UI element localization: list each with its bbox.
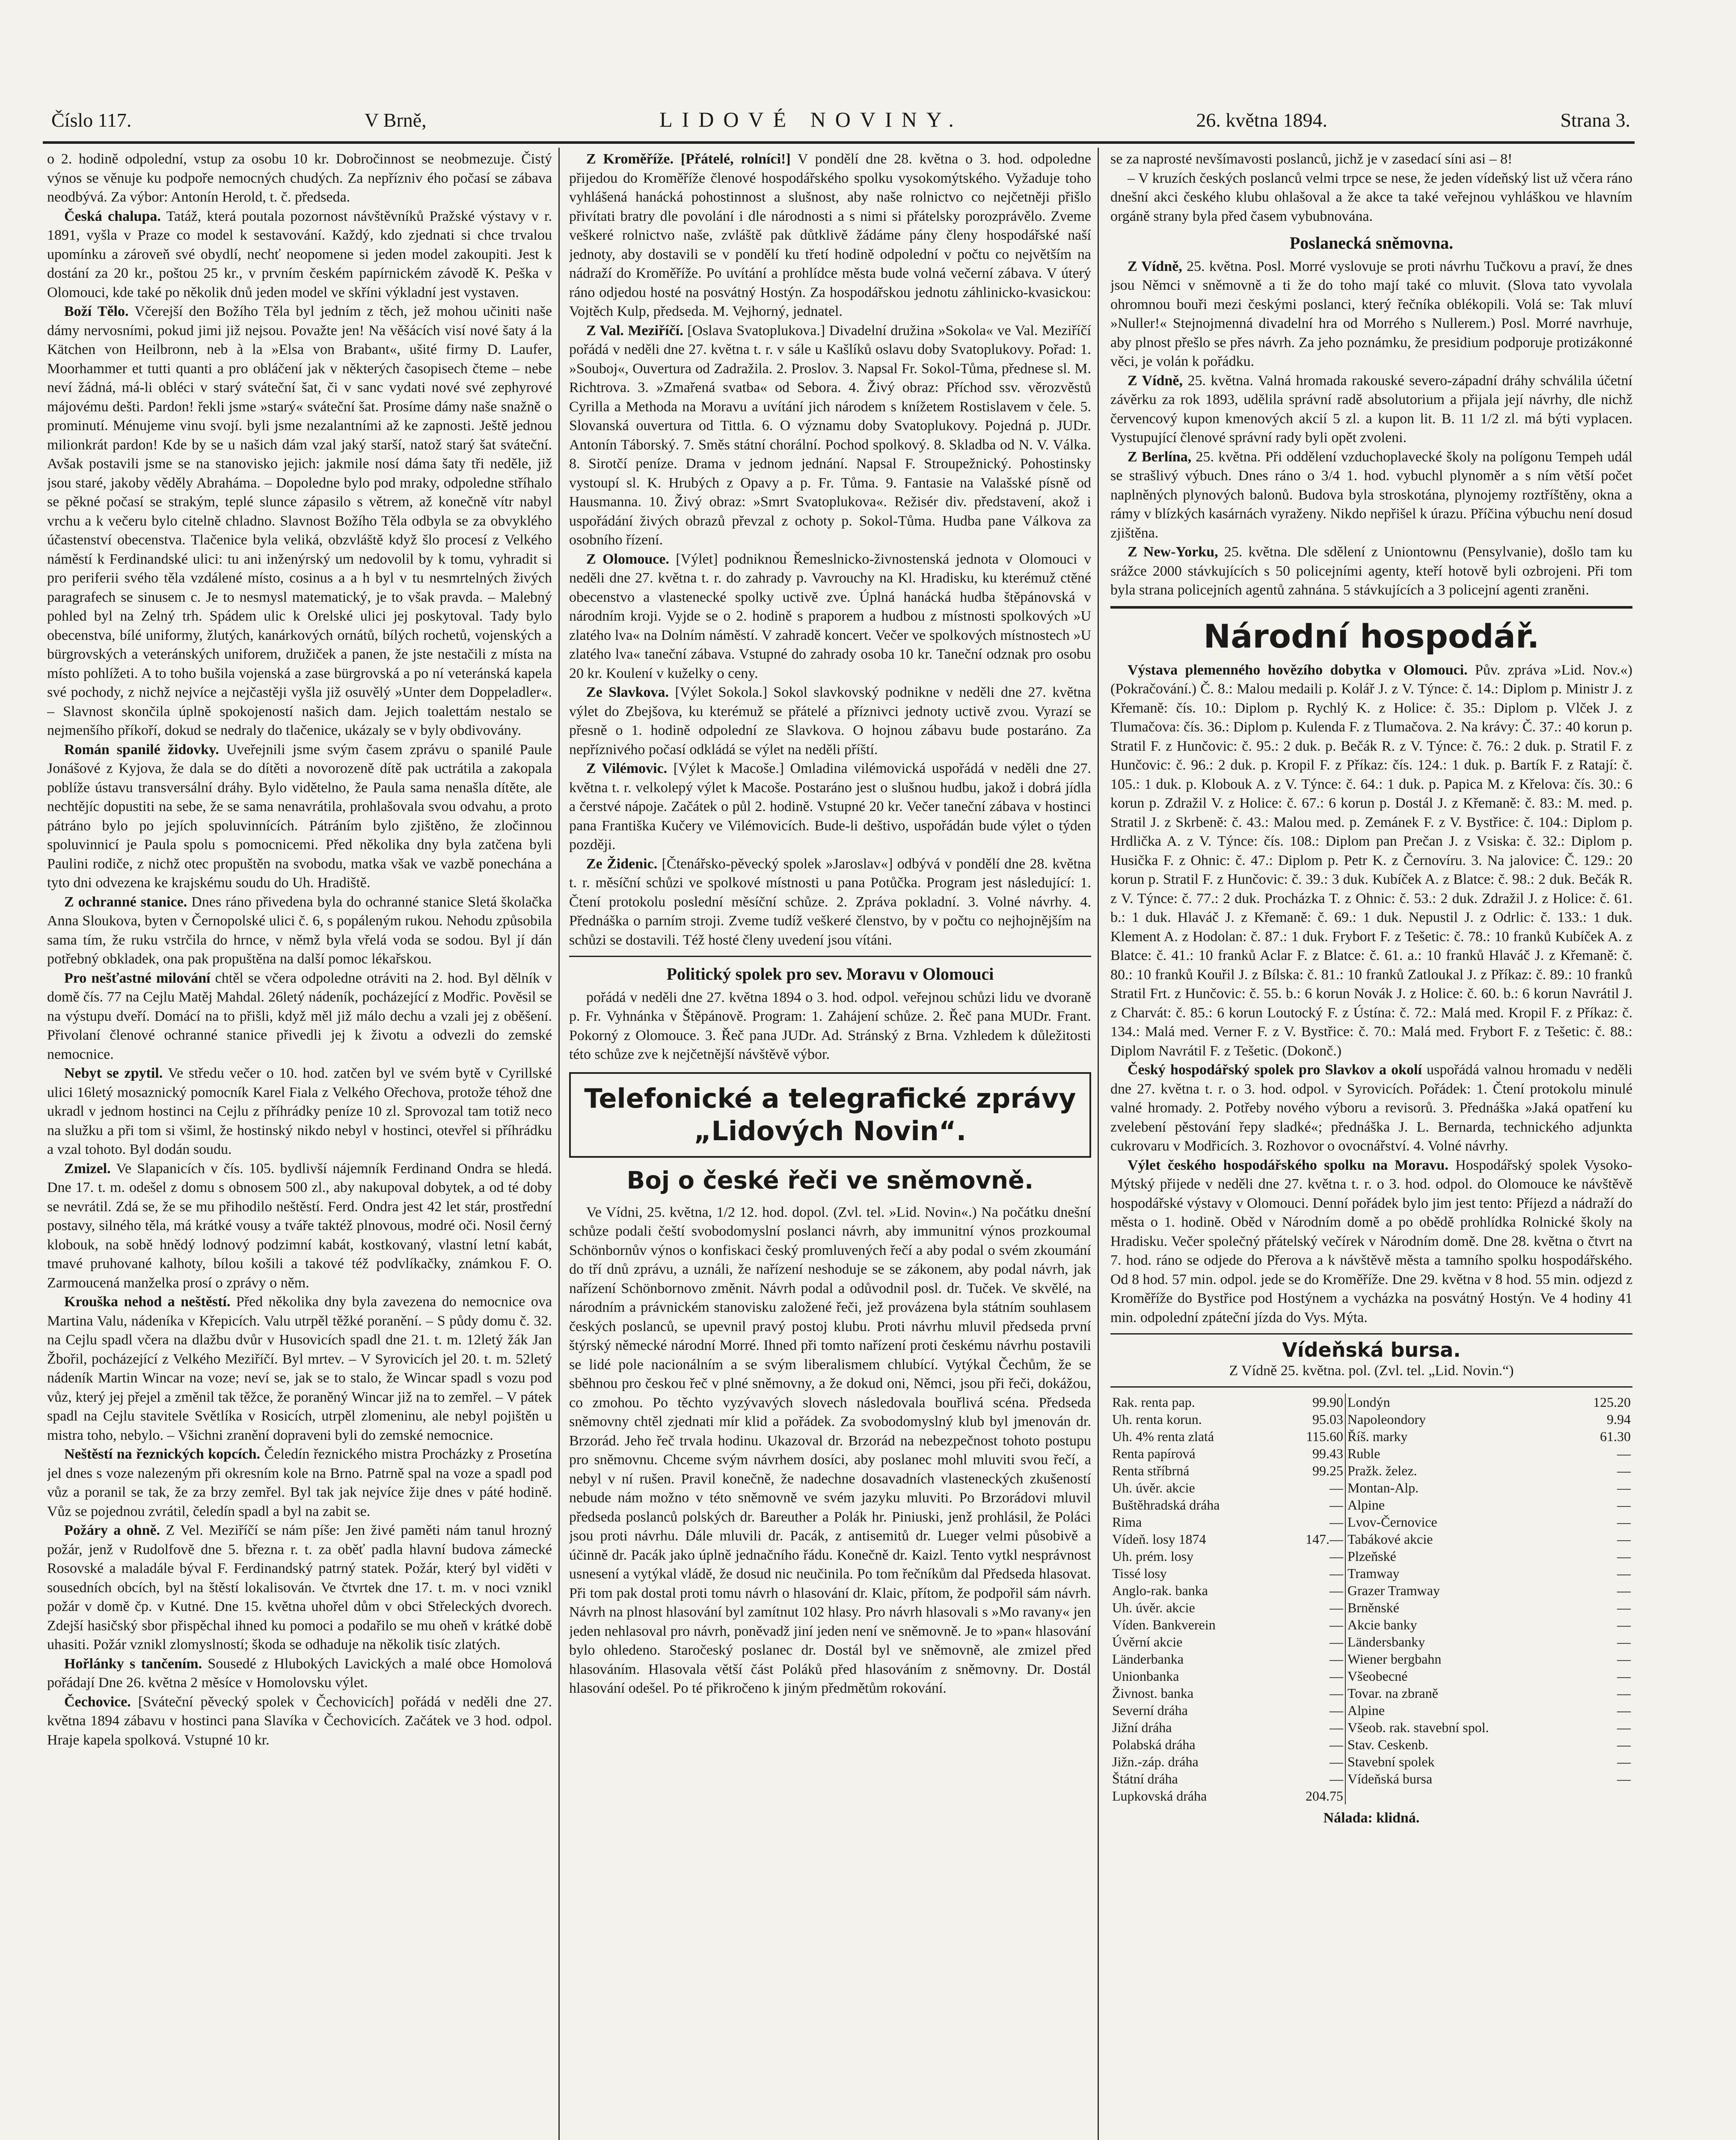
telegraph-heading: Telefonické a telegrafické zprávy [584,1082,1076,1114]
bursa-name: Lvov-Černovice [1345,1513,1569,1531]
article-heading: Z New-Yorku, [1128,544,1218,560]
bursa-value: 99.43 [1312,1446,1344,1461]
table-row [1110,1479,1632,1496]
article-text: Ve středu večer o 10. hod. zatčen byl ve svém bytě v Cyrillské ulici 16letý mosaznický pomocník Karel Fiala z Velkého Ořechova, protože téhož dne ukradl v jednom hostinci na Cejlu z příhrádky peníze 10 zl. Sprovozal tam totiž neco na služku a při tom si všiml, že hostinský nikdo nebyl v hostinci, otevřel si příhrádku a vzal tohoto. Byl dodán soudu. [47,1065,552,1157]
bursa-name: Jižní dráha [1112,1720,1172,1735]
bursa-name: Tissé losy [1112,1566,1167,1581]
bursa-table [1110,1394,1632,1804]
bursa-value: — [1617,1566,1631,1581]
article-text: Hospodářský spolek Vysoko-Mýtský přijede v neděli dne 27. května t. r. o 3. hod. odpol. do Olomouce ke návštěvě hospodářské výstavy v Olomouci. Denní pořádek bylo jim jest tento: Příjezd a nádraží do města o 1. hodině. Oběd v Národním domě a po obědě prohlídka Rolnické školy na Hradisku. Večer společný přátelský večírek v Národním domě. Dne 28. května o čtvrt na 7. hod. ráno se odjede do Přerova a k návštěvě města a tamního spolku hospodářského. Od 8 hod. 57 min. odpol. jede se do Kroměříže. Dne 29. května v 8 hod. 55 min. odjezd z Kroměříže do Bystřice pod Hostýnem a vycházka na posvátný Hostýn. Ve 4 hodiny 41 min. odpolední zpáteční jízda do Vys. Mýta. [1110,1157,1632,1326]
column-rule [558,148,560,2140]
article-text: – V kruzích českých poslanců velmi trpce se nese, že jeden vídeňský list už včera ráno dnešní akci českého klubu ohlašoval a že akce ta také veřejnou vyhláškou ve hlavním orgáně strany byla před časem vybubnována. [1110,170,1632,224]
bursa-value [1569,1787,1632,1804]
article [1110,257,1632,372]
bursa-name: Rak. renta pap. [1112,1394,1195,1410]
bursa-value: — [1329,1549,1344,1564]
bursa-value: — [1617,1514,1631,1530]
telegraph-heading-sub: „Lidových Novin“. [694,1115,967,1147]
article-text: 25. května. Posl. Morré vyslovuje se proti návrhu Tučkovu a praví, že dnes jsou Němci v sněmovně a ti že do toho mají také co mluvit. (Slova tato vyvolala ohromnou bouři mezi českými poslanci, který řečníka oblékopili. Volá se: Tak mluví »Nuller!« Stejnojmenná divadelní hra od Morrého s Nullerem.) Posl. Morré navrhuje, aby plnost přešlo se přes návrh. Za jeho poznámku, že presidium podporuje protizákonné věci, je volán k pořádku. [1110,258,1632,369]
article [47,1693,552,1750]
table-row [1110,1513,1632,1531]
bursa-subheading: Z Vídně 25. května. pol. (Zvl. tel. „Lid. Novin.“) [1229,1362,1514,1379]
bursa-name: Živnost. banka [1112,1685,1194,1701]
article [47,1293,552,1445]
bursa-mood: Nálada: klidná. [1323,1810,1420,1826]
bursa-name: Štátní dráha [1112,1771,1178,1786]
bursa-value: — [1617,1617,1631,1632]
article [1110,661,1632,1061]
article-heading: Boží Tělo. [64,303,129,319]
article [47,1655,552,1693]
article-heading: Ze Židenic. [586,856,658,872]
section-heading: Poslanecká sněmovna. [1289,233,1454,253]
bursa-value: 204.75 [1306,1788,1344,1804]
bursa-name: Uh. renta korun. [1112,1412,1202,1427]
table-row [1110,1599,1632,1616]
article-heading: Z Kroměříže. [Přátelé, rolníci!] [586,151,791,167]
article-heading: Česká chalupa. [64,208,161,224]
table-row [1110,1770,1632,1787]
article-heading: Z Olomouce. [586,551,669,567]
masthead [51,107,1630,137]
article-text: chtěl se včera odpoledne otráviti na 2. hod. Byl dělník v domě čís. 77 na Cejlu Matěj Mahdal. 26letý nádeník, pocházející z Modřic. Pověsil se na výstupu dveří. Domácí na to přišli, když měl již málo dechu a vzali jej z oběšení. Přivolaní členové ochranné stanice přivedli jej k životu a odvezli do zemské nemocnice. [47,970,552,1062]
article-text: Dnes ráno přivedena byla do ochranné stanice Sletá školačka Anna Sloukova, byten v Černopolské ulici č. 6, s popáleným rukou. Nehodu způsobila sama tím, že ruku vstrčila do hrnce, v němž byla vřelá voda se sodou. Byl jí dán potřebný obkladek, ona pak propuštěna na další pomoc lékařskou. [47,894,552,967]
table-row [1110,1719,1632,1736]
bursa-name: Unionbanka [1112,1668,1179,1684]
bursa-value: 9.94 [1607,1412,1631,1427]
bursa-value: — [1617,1463,1631,1478]
article-text: 25. května. Při oddělení vzduchoplavecké školy na polígonu Tempeh udál se strašlivý výbuch. Dnes ráno o 3/4 1. hod. vybuchl plynoměr a s ním větší počet naplněných plynových balonů. Budova byla stroskotána, plynojemy roztříštěny, okna a rámy v blízkých kasárnách vyraženy. Nikdo nepřišel k úrazu. Příčina výbuchu není dosud zjištěna. [1110,449,1632,541]
section-rule [569,956,1091,957]
column-rule [1098,148,1099,2140]
article-text: [Sváteční pěvecký spolek v Čechovicích] pořádá v neděli dne 27. května 1894 zábavu v hostinci pana Slavíka v Čechovicích. Začátek ve 3 hod. odpol. Hraje kapela spolková. Vstupné 10 kr. [47,1694,552,1748]
bursa-name: Stav. Ceskenb. [1345,1736,1569,1753]
bursa-name: Vídeň. losy 1874 [1112,1531,1206,1547]
table-row [1110,1531,1632,1548]
table-row [1110,1753,1632,1770]
bursa-name: Renta stříbrná [1112,1463,1190,1478]
bursa-value: 95.03 [1312,1412,1344,1427]
article [569,759,1091,855]
bursa-value: — [1329,1600,1344,1615]
bursa-name: Jižn.-záp. dráha [1112,1754,1199,1769]
bursa-value: — [1617,1497,1631,1513]
table-row [1110,1616,1632,1633]
bursa-name: Říš. marky [1345,1428,1569,1445]
bursa-value: — [1329,1685,1344,1701]
article [1110,372,1632,448]
article-heading: Román spanilé židovky. [64,741,219,758]
table-row [1110,1462,1632,1479]
article [569,321,1091,550]
bursa-name: Montan-Alp. [1345,1479,1569,1496]
table-row [1110,1582,1632,1599]
table-row [1110,1565,1632,1582]
bursa-name: Stavební spolek [1345,1753,1569,1770]
article-heading: Z Berlína, [1128,449,1192,465]
bursa-value: — [1617,1480,1631,1495]
article-heading: Z ochranné stanice. [64,894,187,910]
article [569,550,1091,684]
article [47,969,552,1064]
article [1110,543,1632,600]
article-text: [Čtenářsko-pěvecký spolek »Jaroslav«] odbývá v pondělí dne 28. května t. r. měsíční schůzi ve spolkové místnosti u pana Potůčka. Program jest následující: 1. Čtení protokolu poslední měsíční schůze. 2. Zpráva pokladní. 3. Volné návrhy. 4. Přednáška o parním stroji. Zveme tudíž veškeré členstvo, by v počtu co nejhojnějším na schůzi se dostavili. Též hosté členy uvedení jsou vítáni. [569,856,1091,948]
article [47,740,552,893]
bursa-value: 61.30 [1600,1429,1631,1444]
article-heading: Z Vídně, [1128,372,1183,389]
bursa-name: Wiener bergbahn [1345,1650,1569,1667]
bursa-value: — [1617,1754,1631,1769]
bursa-name: Rima [1112,1514,1142,1530]
section-rule [1110,1386,1632,1388]
article-text: [Výlet k Macoše.] Omladina vilémovická uspořádá v neděli dne 27. května t. r. velkolepý výlet k Macoše. Postaráno jest o slušnou hudbu, jakož i dobrá jídla a čerstvé nápoje. Začátek o půl 2. hodině. Vstupné 20 kr. Večer taneční zábava v hostinci pana Františka Kučery ve Vilémovicích. Bude-li deštivo, uspořádán bude výlet o týden později. [569,761,1091,853]
bursa-value: — [1617,1668,1631,1684]
article [47,207,552,303]
article-text: [Výlet Sokola.] Sokol slavkovský podnikne v neděli dne 27. května výlet do Zbejšova, ku kterémuž se přátelé a příznivci jednoty uctivě zvou. Vyrazí se přesně o 1. hodině odpolední ze Slavkova. O hojnou zábavu bude postaráno. Za nepříznivého počasí odkládá se výlet na neděli příští. [569,684,1091,758]
article-heading: Z Vilémovic. [586,761,668,776]
bursa-value: 125.20 [1593,1394,1631,1410]
bursa-name: Napoleondory [1345,1411,1569,1428]
bursa-name: Lupkovská dráha [1112,1788,1207,1804]
bursa-name: Renta papírová [1112,1446,1196,1461]
bursa-name: Uh. úvěr. akcie [1112,1600,1195,1615]
article-text: Z Vel. Meziříčí se nám píše: Jen živé paměti nám tanul hrozný požár, jenž v Rudolfově dne 5. března r. t. za oběť padla hlavní budova zámecké Rosovské a maladále býval F. Ferdinandský patrný statek. Požár, který byl viděti v sousedních obcích, byl na štěstí lokalisován. Ve čtvrtek dne 17. t. m. v noci vznikl požár v domě čp. v Kutné. Dne 15. května uhořel dům v obci Střeleckých dvorech. Zdejší hasičský sbor přispěchal ihned ku pomoci a podařilo se mu oheň v krátké době uhasiti. Požár vznikl zlomyslností; škoda se odhaduje na několik tisíc zlatých. [47,1522,552,1653]
article-text: pořádá v neděli dne 27. května 1894 o 3. hod. odpol. veřejnou schůzi lidu ve dvoraně p. Fr. Vyhnánka v Štěpánově. Program: 1. Zahájení schůze. 2. Řeč pana MUDr. Frant. Pokorný z Olomouce. 3. Řeč pana JUDr. Ad. Stránský z Brna. Vzhledem k důležitosti této schůze zve k nejčetnější návštěvě výbor. [569,989,1091,1062]
article [1110,448,1632,543]
bursa-value: — [1329,1754,1344,1769]
article-text: Sousedé z Hlubokých Lavických a malé obce Homolová pořádají Dne 26. května 2 měsíce v Homolovsku výlet. [47,1656,552,1691]
article-heading: Nebyt se zpytil. [64,1065,163,1081]
bursa-value: 99.25 [1312,1463,1344,1478]
page-number: Strana 3. [1560,109,1630,131]
bursa-name: Alpine [1345,1496,1569,1513]
bursa-value: — [1329,1583,1344,1598]
section-heading: Národní hospodář. [1203,617,1540,655]
bursa-name: Plzeňské [1345,1548,1569,1565]
place: V Brně, [364,109,427,131]
bursa-name: Všeob. rak. stavební spol. [1345,1719,1569,1736]
masthead-rule [43,141,1635,144]
article-text: 25. května. Dle sdělení z Uniontownu (Pensylvanie), došlo tam ku srážce 2000 stávkujících s 50 policejními agenty, kteří hotově byli ozbrojeni. Při tom byla strana policejních agentů zahnána. 5 stávkujících a 3 policejní agenti zraněni. [1110,544,1632,598]
table-row [1110,1428,1632,1445]
article-heading: Český hospodářský spolek pro Slavkov a okolí [1128,1062,1422,1078]
bursa-value: — [1617,1583,1631,1598]
article [569,150,1091,321]
bursa-value: — [1329,1703,1344,1718]
section-rule [1110,1333,1632,1335]
newspaper-title: LIDOVÉ NOVINY. [659,107,963,131]
bursa-name: Ländersbanky [1345,1633,1569,1650]
article [1110,1061,1632,1156]
article-text: Před několika dny byla zavezena do nemocnice ova Martina Valu, nádeníka v Křepicích. Valu utrpěl těžké poranění. – S půdy domu č. 32. na Cejlu spadl včera na dlažbu dvůr v Husovicích spadl dne 21. t. m. 12letý žák Jan Žbořil, pocházející z Velkého Meziříčí. Byl mrtev. – V Syrovicích jel 20. t. m. 52letý nádeník Martin Wincar na voze; neví se, jak se to stalo, že Wincar spadl s vozu pod vůz, který jej přejel a změnil tak těžce, že poraněný Wincar již na to zemřel. – V pátek spadl na Cejlu stavitele Světlíka v Rosicích, utrpěl zlomeninu, ale nebyl pojištěn u mistra toho, nebylo. – Všichni zranění dopraveni byli do zemské nemocnice. [47,1294,552,1443]
bursa-value: — [1617,1446,1631,1461]
bursa-value: — [1329,1566,1344,1581]
bursa-name: Uh. 4% renta zlatá [1112,1429,1214,1444]
article-heading: Zmizel. [64,1160,111,1177]
bursa-name: Akcie banky [1345,1616,1569,1633]
article-text: [Výlet] podniknou Řemeslnicko-živnostenská jednota v Olomouci v neděli dne 27. května t. r. do zahrady p. Vavrouchy na Kl. Hradisku, ku kterémuž ctěné obecenstvo a vlastenecké spolky uctivě zve. Úplná hanácká hudba štěpánovská v národním kroji. Vyjde se o 2. hodině s praporem a hudbou z místnosti spolkových »U zlatého lva« na Dolním náměstí. V zahradě koncert. Večer ve spolkových místnostech »U zlatého lva« taneční zábava. Vstupné do zahrady osoba 10 kr. Taneční odznak pro osobu 20 kr. Koulení v kuželky o ceny. [569,551,1091,681]
table-row [1110,1445,1632,1462]
article-heading: Boj o české řeči ve sněmovně. [626,1166,1034,1195]
article-text: Tatáž, která poutala pozornost návštěvníků Pražské výstavy v r. 1891, vyšla v Praze co model k sestavování. Každý, kdo zjednati si chce trvalou upomínku a zároveň své obydlí, nechť neopomene si jeden model zakoupiti. Jest k dostání za 20 kr., poštou 25 kr., v prvním českém papírnickém závodě K. Peška v Olomouci, kde také po několik dnů jeden model ve skříni výkladní jest vystaven. [47,208,552,300]
bursa-value: — [1617,1549,1631,1564]
bursa-value: — [1329,1497,1344,1513]
section-heading: Vídeňská bursa. [1282,1338,1461,1361]
bursa-name: Grazer Tramway [1345,1582,1569,1599]
table-row [1110,1650,1632,1667]
column-2 [569,150,1091,2140]
bursa-name: Ruble [1345,1445,1569,1462]
bursa-name: Víden. Bankverein [1112,1617,1216,1632]
bursa-value: 147.— [1306,1531,1344,1547]
bursa-value: 115.60 [1306,1429,1344,1444]
bursa-value: — [1329,1771,1344,1786]
article-heading: Čechovice. [64,1694,131,1710]
article-text: Ve Vídni, 25. května, 1/2 12. hod. dopol. (Zvl. tel. »Lid. Novin«.) Na počátku dnešní schůze podali čeští svobodomyslní poslanci návrh, aby immunitní výnos prozkoumal Schönbornův výnos o konfiskaci český promluvených řečí a aby podal o svém zkoumání do tří dnů zprávu, a uználi, že nařízení neshoduje se se zákonem, aby podal návrh, jak nařízení Schönbornovo změnit. Návrh podal a odůvodnil posl. dr. Tuček. Ve skvělé, na národním a právnickém stanovisku založené řeči, jež provázena byla státním souhlasem českých poslanců, se upevnil pravý postoj klubu. Proti návrhu mluvil předseda první štýrský německé národní Morré. Ihned při tomto nařízení proti českému návrhu postavili se lidé pole nacionálním a se svým liberalismem chlubící. Vytýkal Čechům, že se sběhnou pro českou řeč v plné sněmovny, a že dokud oni, Němci, jsou při řeči, dokážou, co zmohou. Po těchto vyzývavých slovech následovala bouřlivá scéna. Předseda sněmovny chtěl zjednati mír klid a pořádek. Za svobodomyslný klub byl jmenován dr. Brzorád. Jeho řeč trvala hodinu. Ukazoval dr. Brzorád na nebezpečnost tohoto postupu pro sněmovnu. Chceme svým návrhem dosíci, aby poslanec mohl mluviti svou řečí, a nebyl v ní rušen. Pravil konečně, že nadechne dosavadních vlasteneckých zkušeností nebude nám možno v této sněmovně ve svém jazyku mluviti. Po Brzorádovi mluvil předseda poslanců polských dr. Bareuther a Polák hr. Piniuski, jenž prohlásil, že Poláci jsou proti návrhu. Dále mluvili dr. Pacák, z antisemitů dr. Lueger velmi působivě a účinně dr. Pacák jako úplně jednačního řádu. Konečně dr. Kaizl. Tento vytkl nesprávnost usnesení a vytýkal vládě, že dosud nic neučinila. Po tom řečníkům dal Předseda hlasovat. Při tom pak dostal proti tomu návrh o hlasování dr. Klaic, přítom, že podpořil sám návrh. Návrh na plnost hlasování byl zamítnut 102 hlasy. Pro návrh hlasovali s »Mo ravany« jen jeden nehlasoval pro návrh, poněvadž jiní jeden není ve sněmovně. Je to »pan« hlasování bylo ohledeno. Staročeský poslanec dr. Dostál byl ve sněmovně, ale zmizel před hlasováním. Hlasovala větší část Poláků před hlasováním z sněmovny. Dr. Dostál hlasování odešel. Po té přikročeno k jiným předmětům rokování. [569,1204,1091,1696]
article [47,1445,552,1521]
article [569,855,1091,950]
bursa-value: — [1617,1685,1631,1701]
article-text: Čeledín řeznického mistra Procházky z Prosetína jel dnes s voze nalezeným při okresním kole na Brno. Patrně spal na voze a spadl pod vůz a poranil se tak, že za brzy zemřel. Byl tak jak nejvíce žije dnes v páté hodině. Vůz se pojednou zvrátil, čeledín spadl a byl na zabit se. [47,1446,552,1519]
bursa-value: — [1329,1514,1344,1530]
table-row [1110,1548,1632,1565]
telegraph-banner [569,1072,1091,1158]
bursa-value: — [1329,1668,1344,1684]
bursa-value: — [1329,1634,1344,1650]
article-heading: Neštěstí na řeznických kopcích. [64,1446,261,1462]
issue-number: Číslo 117. [51,109,132,131]
bursa-value: — [1617,1634,1631,1650]
article-heading: Ze Slavkova. [586,684,669,700]
article [47,302,552,740]
article-heading: Z Vídně, [1128,258,1182,274]
bursa-name [1345,1787,1569,1804]
bursa-value: — [1617,1720,1631,1735]
article-text: Uveřejnili jsme svým časem zprávu o spanilé Paule Jonášové z Kyjova, že dala se do dítěti a novorozeně dítě pak uctrátila a zakopala poblíže ústavu transversální dráhy. Bylo vidětelno, že Paula sama nenašla dítěte, ale nechtějíc dopustiti na sebe, že se sama nenavrátila, prohlašovala svou odvahu, a proto pátráno bylo po jejích spoluvinnících. Pátráním bylo zjištěno, že zločinnou spoluvinnicí je Paula spolu s pomocnicemi. Před několika dny byla zatčena byli Paulini rodiče, z nichž otec propuštěn na svobodu, matka však ve vazbě ponechána a tyto dni odvezena ke krajskému soudu do Uh. Hradiště. [47,741,552,891]
bursa-value: — [1329,1480,1344,1495]
column-3 [1110,150,1632,2140]
bursa-name: Länderbanka [1112,1651,1184,1667]
bursa-name: Alpine [1345,1702,1569,1719]
table-row [1110,1394,1632,1411]
bursa-name: Polabská dráha [1112,1737,1196,1752]
article-heading: Krouška nehod a neštěstí. [64,1294,231,1310]
article [1110,1156,1632,1328]
table-row [1110,1736,1632,1753]
article-text: V pondělí dne 28. května o 3. hod. odpoledne přijedou do Kroměříže členové hospodářského spolku vysokomýtského. Vyžaduje toho vyhlášená hanácká pohostinnost a slušnost, aby naše rolnictvo co nejčetněji přišlo přivítati bratry dle povolání i dle národnosti a s nimi si přátelsky porozprávělo. Zveme veškeré rolnictvo naše, zvláště pak důtklivě žádáme pány členy hospodářské naší jednoty, aby dostavili se v pondělí ku třetí hodině odpolední v počtu co největším na nádraží do Kroměříže. Po uvítání a prohlídce města bude volná večerní zábava. V úterý ráno odjedou hosté na posvátný Hostýn. Za hospodářskou jednotu záhlinicko-kvasickou: Vojtěch Kulp, předseda. M. Vejhorný, jednatel. [569,151,1091,319]
table-row [1110,1787,1632,1804]
article-text: Pův. zpráva »Lid. Nov.«) (Pokračování.) Č. 8.: Malou medaili p. Kolář J. z V. Týnce: č. 14.: Diplom p. Ministr J. z Křemaně: čís. 10.: Diplom p. Rychlý K. z Holice: č. 35.: Diplom p. Vlček J. z Tlumačova: čís. 36.: Diplom p. Kulenda F. z Tlumačova. 2. Na krávy: Č. 37.: 40 korun p. Stratil F. z Hunčovic: č. 95.: 2 duk. p. Bečák R. z V. Týnce: č. 76.: 2 duk. p. Stratil F. z Hunčovic: č. 96.: 2 duk. p. Kropil F. z Příkaz: čís. 124.: 1 duk. p. Bartík F. z Ratají: č. 105.: 1 duk. p. Klobouk A. z V. Týnce: č. 64.: 1 duk. p. Papica M. z Křelova: čís. 30.: 6 korun p. Zdražil V. z Holice: č. 67.: 6 korun p. Dostál J. z Křemaně: č. 83.: M. med. p. Stratil J. z Skrbeně: č. 43.: Malou med. p. Zemánek F. z V. Bystřice: č. 104.: Diplom p. Hrdlička A. z V. Týnce: čís. 108.: Diplom pan Prečan J. z Vsiska: č. 32.: Diplom p. Husička F. z Ohnic: č. 47.: Diplom p. Petr K. z Černovíru. 3. Na jalovice: Č. 129.: 20 korun p. Stratil F. z Hunčovic: č. 39.: 3 duk. Kubíček A. z Blatce: č. 98.: 2 duk. Bečák R. z V. Týnce: č. 77.: 2 duk. Procházka T. z Ohnic: č. 53.: 2 duk. Zdražil J. z Holice: č. 61. b.: 1 duk. Hlaváč J. z Křemaně: č. 69.: 1 duk. Nepustil J. z Odrlic: č. 133.: 1 duk. Klement A. z Hodolan: č. 87.: 1 duk. Frybort F. z Tešetic: č. 78.: 10 franků Kubíček A. z Blatce: č. 41.: 10 franků Aclar F. z Blatce: č. 61. a.: 10 franků Hlaváč J. z Křemaně: č. 80.: 10 franků Kouřil J. z Bílska: č. 81.: 10 franků Zatloukal J. z Příkaz: č. 89.: 10 franků Stratil Frt. z Hunčovic: č. 55. b.: 6 korun Novák J. z Holice: č. 60. b.: 6 korun Navrátil J. z Charvát: č. 85.: 6 korun Loutocký F. z Ústína: č. 72.: Malá med. Kropil F. z Příkaz: č. 134.: Malá med. Verner F. z V. Bystřice: č. 70.: Malá med. Frybort F. z Tešetic: č. 88.: Diplom Navrátil F. z Tešetic. (Dokonč.) [1110,662,1632,1059]
bursa-value: — [1617,1703,1631,1718]
article-heading: Pro nešťastné milování [64,970,211,986]
article [47,893,552,969]
section-heading: Politický spolek pro sev. Moravu v Olomouci [666,964,994,984]
bursa-value: — [1329,1617,1344,1632]
bursa-value: — [1329,1720,1344,1735]
article-text: 25. května. Valná hromada rakouské severo-západní dráhy schválila účetní závěrku za rok 1893, udělila správní radě absolutorium a přijala její návrhy, dle nichž červencový kupon kmenových akcií 5 zl. a kupon lit. B. 11 1/2 zl. má býti vyplacen. Vystupující členové správní rady byli opět zvoleni. [1110,372,1632,446]
bursa-name: Severní dráha [1112,1703,1188,1718]
table-row [1110,1411,1632,1428]
bursa-value: — [1617,1771,1631,1786]
table-row [1110,1702,1632,1719]
bursa-value: — [1617,1600,1631,1615]
article [47,1159,552,1293]
bursa-value: — [1329,1651,1344,1667]
article [47,1064,552,1159]
bursa-value: — [1617,1737,1631,1752]
bursa-value: — [1617,1531,1631,1547]
section-rule [1110,606,1632,609]
article-heading: Z Val. Meziříčí. [586,322,683,339]
bursa-name: Uh. prém. losy [1112,1549,1194,1564]
issue-date: 26. května 1894. [1196,109,1327,131]
bursa-value: — [1329,1737,1344,1752]
table-row [1110,1667,1632,1685]
bursa-name: Pražk. želez. [1345,1462,1569,1479]
bursa-name: Všeobecné [1345,1667,1569,1685]
article-fragment: o 2. hodině odpolední, vstup za osobu 10 kr. Dobročinnost se neobmezuje. Čistý výnos se věnuje ku podpoře nemocných chudých. Za nepřízniv ého počasí se zábava neodbývá. Za výbor: Antonín Herold, t. č. předseda. [47,151,552,205]
bursa-name: Londýn [1345,1394,1569,1411]
bursa-name: Úvěrní akcie [1112,1634,1183,1650]
bursa-name: Tabákové akcie [1345,1531,1569,1548]
bursa-name: Tovar. na zbraně [1345,1685,1569,1702]
article-text: Včerejší den Božího Těla byl jedním z těch, jež mohou učiniti naše dámy nervosními, pokud jimi již nejsou. Považte jen! Na věšácích visí nové šaty á la Kätchen von Heilbronn, neb à la »Elsa von Brabant«, ušité firmy D. Laufer, Moorhammer et tutti quanti a pro obláčení jak v některých časopisech čteme – nebe neví žádná, má-li obléci v starý sváteční šat, či v sanc vydati nové své zephyrové májovému dešti. Pardon! řekli jsme »starý« sváteční šat. Prosíme dámy naše snažně o prominutí. Ménujeme vinu svojí. byli jsme nezalantními až ke zapnosti. Ještě jednou milionkrát pardon! Kde by se u našich dám vzal jaký starší, natož starý šat sváteční. Avšak postavili jsme se na stanovisko jejich: jakmile nosí dáma šaty tři neděle, již jsou staré, jakoby věděly Abraháma. – Dopoledne bylo pod mraky, odpoledne stříhalo se pěkné počasí se strakým, teplé slunce zápasilo s větrem, až konečně vítr nabyl vrchu a k večeru bylo citelně chladno. Slavnost Božího Těla odbyla se za obvyklého účastenství obecenstva. Tlačenice byla veliká, obzvláště když šlo procesí z Velkého náměstí k Ferdinandské ulici: tu ani inženýrský um nedovolil by k tomu, vyhradit si pro periferii svého těla vzdálené místo, cosinus a a h byl v tu nesmrtelných živých paragrafech se sinusem c. Je to nesmysl matematický, je to však pravda. – Malebný pohled byl na Zelný trh. Spádem ulic k Orelské ulici jej poskytoval. Tady bylo obecenstva, bílé uniformy, žlutých, kanárkových ornátů, bílých rochetů, vojenských a bürgrovských a veteránských uniforem, družiček a panen, že jste nestačili z místa na místo pohlížeti. A to toho bušila vojenská a zase bürgrovská a po ní veteránská kapela své pochody, z nichž nejvíce a nejčastěji vyšla již osuvělý »Unter dem Doppeladler«. – Slavnost skončila úplně spokojeností našich dam. Jejich toalettám nestalo se nejmenšího příkoří, dokud se nedraly do tlačenice, ukázaly se v byly obdivovány. [47,303,552,738]
article-text: Ve Slapanicích v čís. 105. bydlivší nájemník Ferdinand Ondra se hledá. Dne 17. t. m. odešel z domu s obnosem 500 zl., aby nakupoval dobytek, a od té doby se nevrátil. Zdá se, že se mu přihodilo neštěstí. Ferd. Ondra jest 42 let stár, prostřední postavy, silného těla, má krátké vousy a tváře taktéž plnovous, modré oči. Nosil černý klobouk, na sobě hnědý lodnový podzimní kabát, kostkovaný, vlastní letní kabát, tmavé pruhované kalhoty, bílou košili a takové též podvlíkačky, známkou F. O. Zarmoucená manželka prosí o zprávy o něm. [47,1160,552,1291]
article-heading: Výlet českého hospodářského spolku na Moravu. [1128,1157,1448,1173]
article-heading: Hořlánky s tančením. [64,1656,202,1672]
bursa-name: Buštěhradská dráha [1112,1497,1220,1513]
article-text: uspořádá valnou hromadu v neděli dne 27. května t. r. o 3. hod. odpol. v Syrovicích. Pořádek: 1. Čtení protokolu minulé valné hromady. 2. Potřeby nového výboru a revisorů. 3. Přednáška »Jaká opatření ku zvelebení pěstování řepy sladké«; přednáška J. L. Bernarda, technického adjunkta cukrovaru v Modřicích. 3. Rozhovor o ovocnářství. 4. Volné návrhy. [1110,1062,1632,1154]
table-row [1110,1496,1632,1513]
article-fragment: se za naprosté nevšímavosti poslanců, jichž je v zasedací síni asi – 8! [1110,151,1513,167]
table-row [1110,1633,1632,1650]
article-heading: Výstava plemenného hovězího dobytka v Olomouci. [1128,662,1468,678]
article-text: [Oslava Svatoplukova.] Divadelní družina »Sokola« ve Val. Meziříčí pořádá v neděli dne 27. května t. r. v sále u Kašlíků oslavu doby Svatoplukovy. Pořad: 1. »Souboj«, Ouvertura od Zadražila. 2. Proslov. 3. Napsal Fr. Sokol-Tůma, přednese sl. M. Richtrova. 3. »Zmařená svatba« od Sebora. 4. Živý obraz: Příchod ssv. věrozvěstů Cyrilla a Methoda na Moravu a uvítání jich národem s knížetem Rostislavem v čele. 5. Slovanská ouvertura od Tittla. 6. O významu doby Svatoplukovy. Pojedná p. JUDr. Antonín Táborský. 7. Směs státní chorální. Pochod spolkový. 8. Skladba od N. V. Válka. 8. Sirotčí peníze. Drama v jednom jednání. Napsal F. Stroupežnický. Pohostinsky vystoupí sl. K. Hrubých z Opavy a p. Fr. Tůma. 9. Fantasie na Valašské písně od Hausmanna. 10. Živý obraz: »Smrt Svatoplukova«. Režisér div. představení, akož i uspořádání živých obrazů převzal z ochoty p. Sokol-Tůma. Hudba pane Válkova za osobního řízení. [569,322,1091,548]
bursa-name: Brněnské [1345,1599,1569,1616]
bursa-name: Vídeňská bursa [1345,1770,1569,1787]
bursa-value: — [1617,1651,1631,1667]
bursa-name: Tramway [1345,1565,1569,1582]
column-1 [47,150,552,2140]
article [569,683,1091,759]
table-row [1110,1685,1632,1702]
article [47,1521,552,1655]
bursa-value: 99.90 [1312,1394,1344,1410]
bursa-name: Uh. úvěr. akcie [1112,1480,1195,1495]
article-heading: Požáry a ohně. [64,1522,160,1538]
bursa-name: Anglo-rak. banka [1112,1583,1208,1598]
